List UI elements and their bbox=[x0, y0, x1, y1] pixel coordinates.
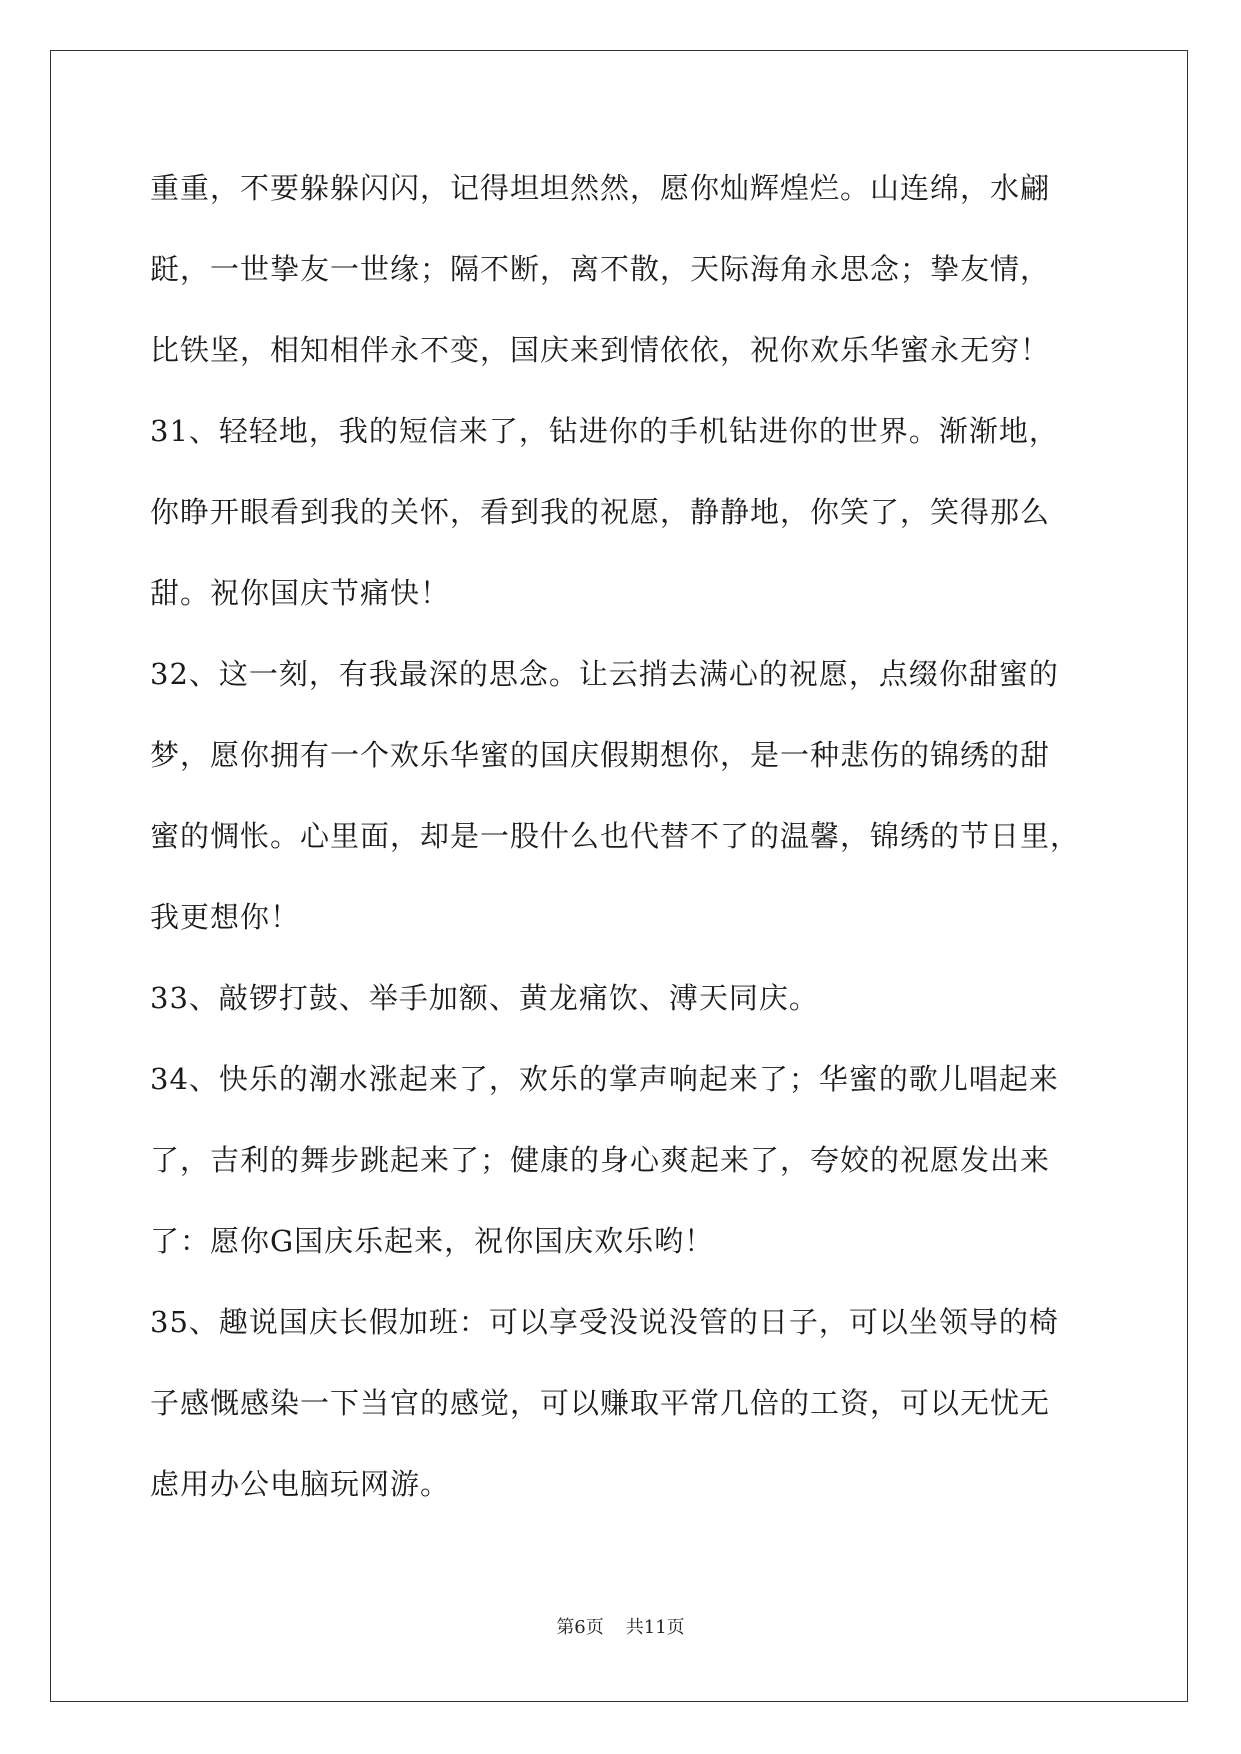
text-line: 蜜的惆怅。心里面，却是一股什么也代替不了的温馨，锦绣的节日里， bbox=[150, 819, 1081, 853]
page-number: 第6页 bbox=[556, 1617, 604, 1638]
text-line: 虑用办公电脑玩网游。 bbox=[150, 1467, 451, 1501]
text-line: 我更想你！ bbox=[150, 900, 301, 934]
text-line: 32、这一刻，有我最深的思念。让云捎去满心的祝愿，点缀你甜蜜的 bbox=[150, 657, 1059, 691]
text-line: 了，吉利的舞步跳起来了；健康的身心爽起来了，夸姣的祝愿发出来 bbox=[150, 1143, 1051, 1177]
text-line: 重重，不要躲躲闪闪，记得坦坦然然，愿你灿辉煌烂。山连绵，水翩 bbox=[150, 171, 1051, 205]
text-line: 子感慨感染一下当官的感觉，可以赚取平常几倍的工资，可以无忧无 bbox=[150, 1386, 1051, 1420]
text-line: 梦，愿你拥有一个欢乐华蜜的国庆假期想你，是一种悲伤的锦绣的甜 bbox=[150, 738, 1051, 772]
page-footer bbox=[0, 1613, 1241, 1639]
document-body bbox=[150, 160, 1100, 1537]
text-line: 比铁坚，相知相伴永不变，国庆来到情依依，祝你欢乐华蜜永无穷！ bbox=[150, 333, 1051, 367]
text-line: 34、快乐的潮水涨起来了，欢乐的掌声响起来了；华蜜的歌儿唱起来 bbox=[150, 1062, 1059, 1096]
text-line: 31、轻轻地，我的短信来了，钻进你的手机钻进你的世界。渐渐地， bbox=[150, 414, 1059, 448]
text-line: 35、趣说国庆长假加班：可以享受没说没管的日子，可以坐领导的椅 bbox=[150, 1305, 1059, 1339]
text-line: 跹，一世挚友一世缘；隔不断，离不散，天际海角永思念；挚友情， bbox=[150, 252, 1051, 286]
text-line: 甜。祝你国庆节痛快！ bbox=[150, 576, 451, 610]
text-line: 你睁开眼看到我的关怀，看到我的祝愿，静静地，你笑了，笑得那么 bbox=[150, 495, 1051, 529]
text-line: 了：愿你G国庆乐起来，祝你国庆欢乐哟！ bbox=[150, 1224, 715, 1258]
page-total: 共11页 bbox=[625, 1617, 685, 1638]
text-line: 33、敲锣打鼓、举手加额、黄龙痛饮、溥天同庆。 bbox=[150, 981, 819, 1015]
